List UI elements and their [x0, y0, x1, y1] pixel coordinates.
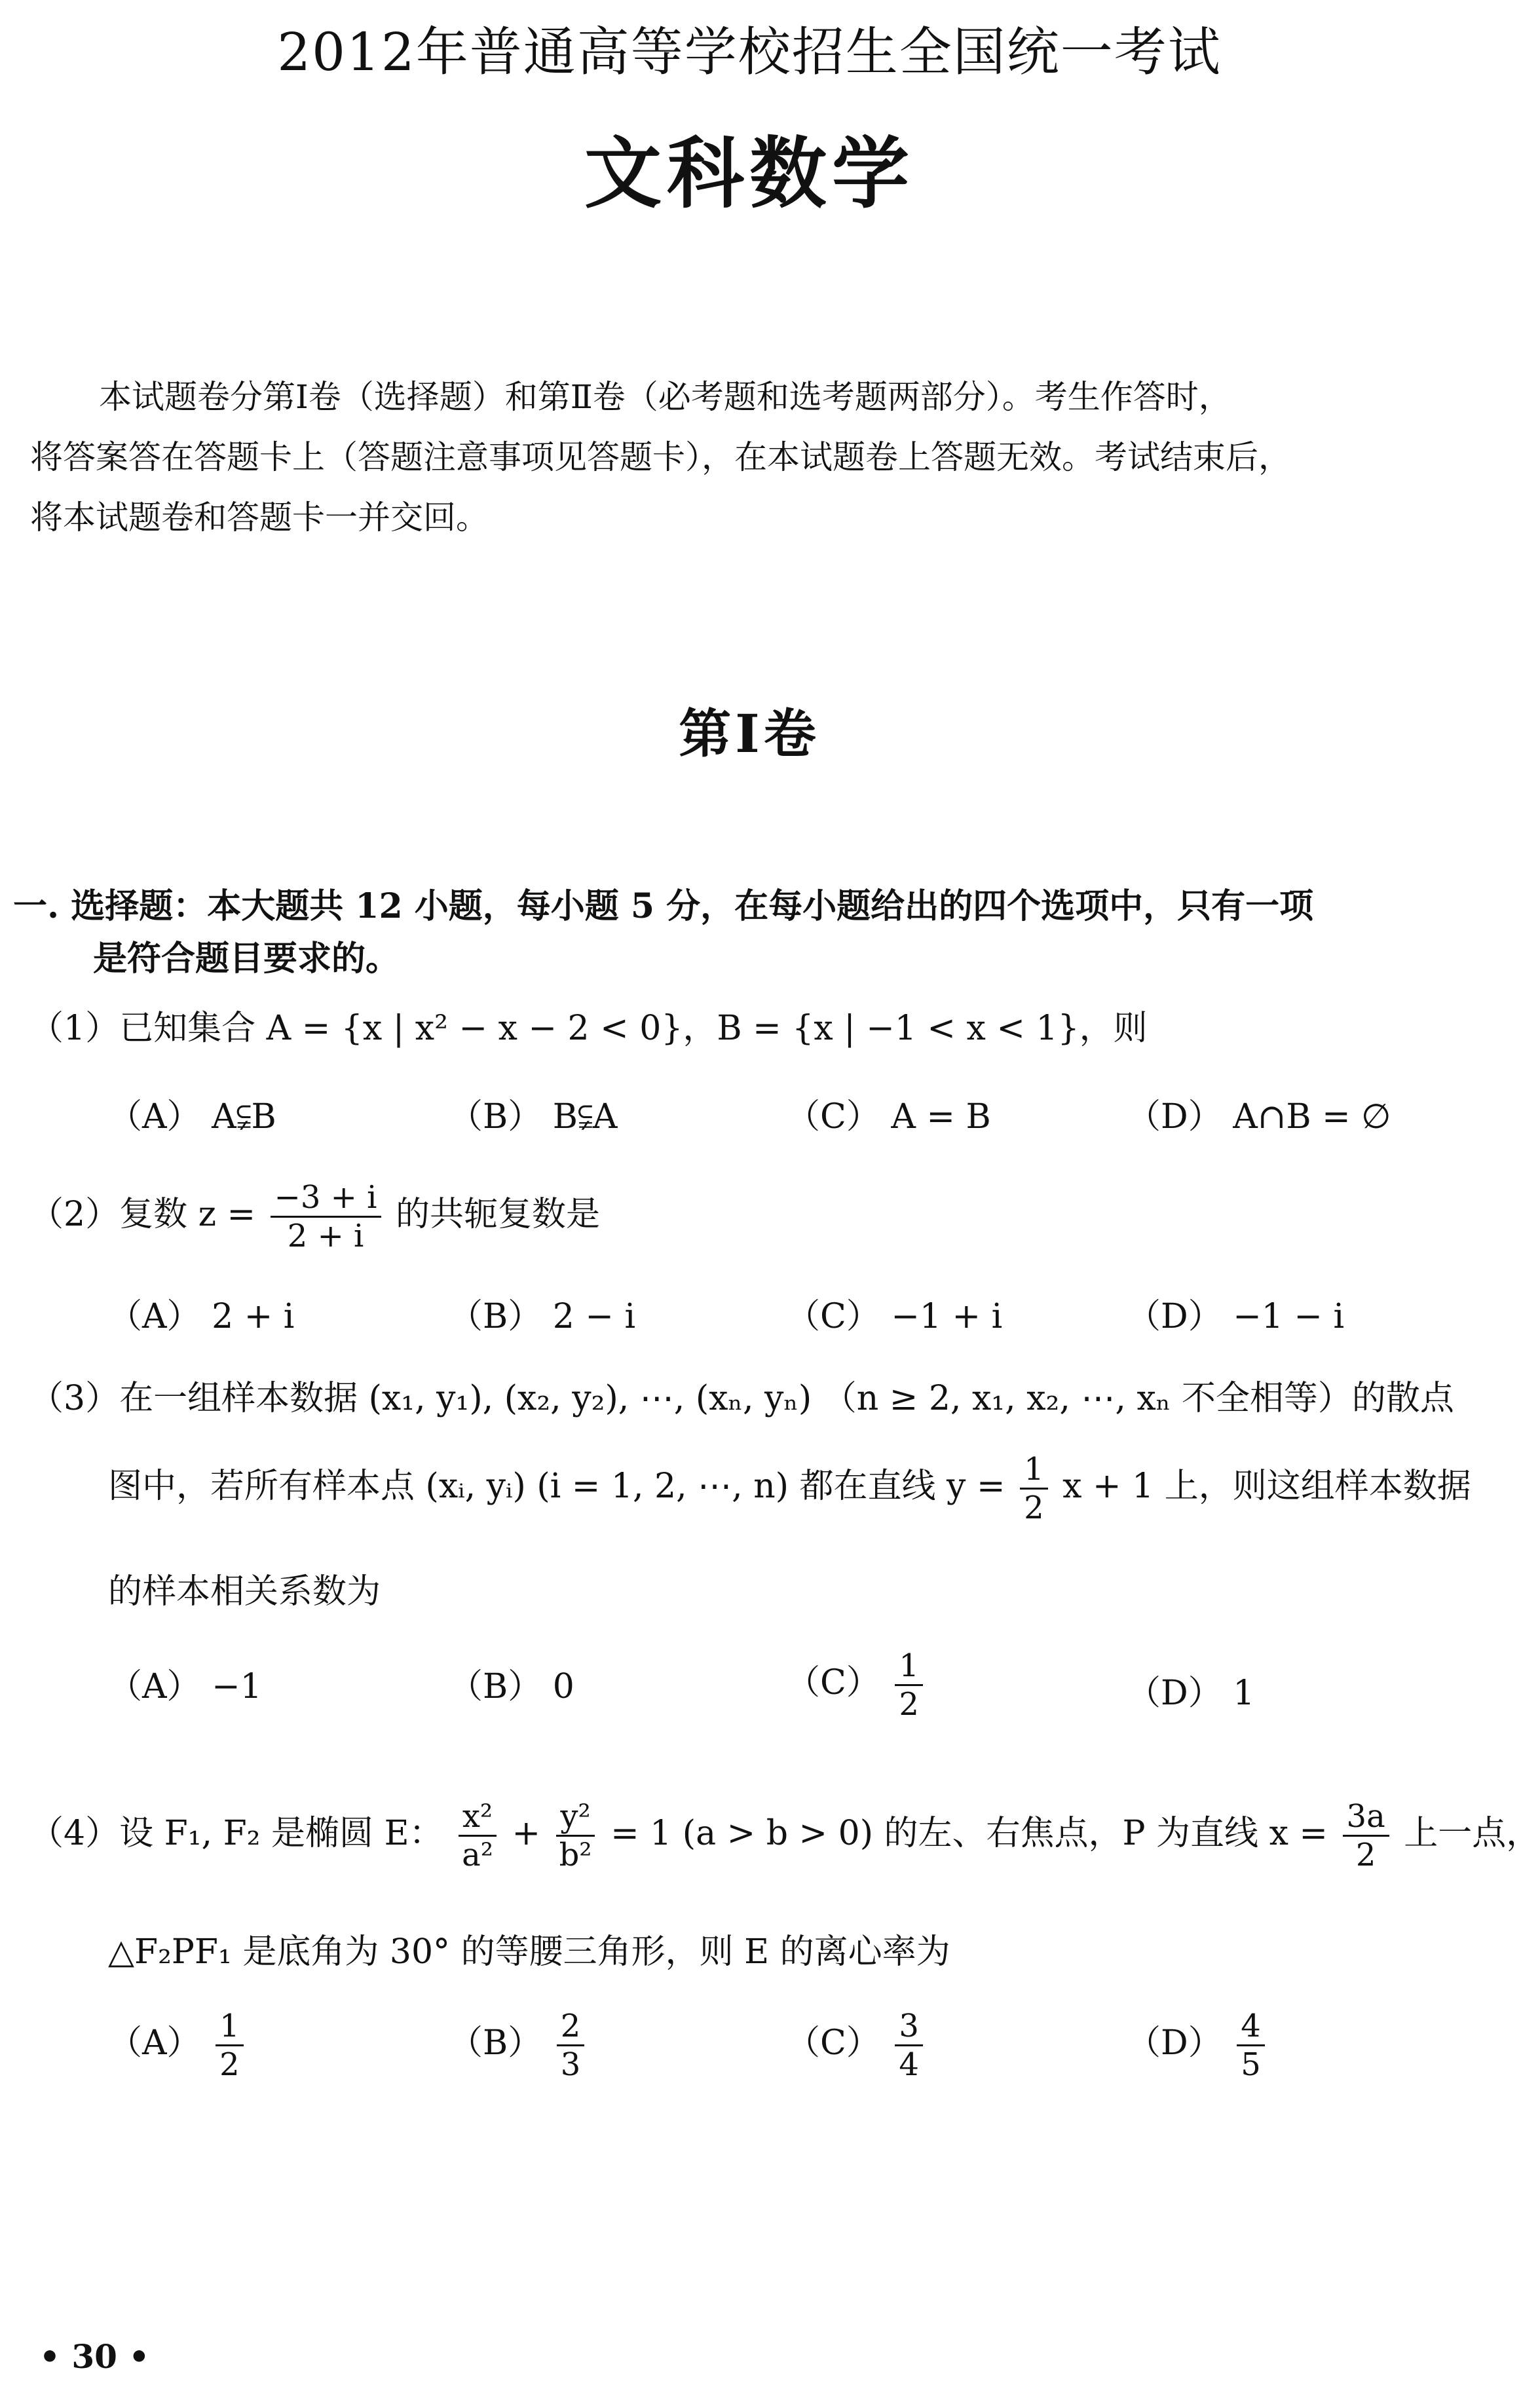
fraction-denominator: 2: [219, 2046, 240, 2083]
volume-title: 第Ⅰ卷: [679, 703, 820, 764]
question-4-fraction-y: [555, 1798, 596, 1873]
question-4-option-b: [449, 2008, 588, 2083]
intro-line: 将本试题卷和答题卡一并交回。: [30, 498, 489, 536]
intro-line: 本试题卷分第Ⅰ卷（选择题）和第Ⅱ卷（必考题和选考题两部分）。考生作答时，: [99, 378, 1231, 416]
question-2-option-a: （A） 2 + i: [108, 1297, 295, 1336]
question-4-fraction-line: [1343, 1798, 1389, 1873]
page-number: • 30 •: [39, 2337, 150, 2376]
fraction-denominator: b²: [559, 1837, 592, 1873]
question-3-option-c: [786, 1647, 927, 1723]
question-2-option-c: （C） −1 + i: [786, 1297, 1003, 1336]
question-2-stem-before: （2）复数 z =: [29, 1195, 256, 1234]
fraction-denominator: 4: [899, 2046, 919, 2083]
question-3-line-2: [108, 1451, 1471, 1526]
question-4-line-1: [29, 1798, 1540, 1873]
intro-paragraph: [30, 367, 1465, 548]
fraction-numerator: 1: [216, 2008, 244, 2046]
plus-sign: +: [512, 1814, 541, 1853]
fraction-numerator: 3: [895, 2008, 923, 2046]
section-heading-line: 是符合题目要求的。: [93, 939, 400, 979]
question-3-fraction: [1020, 1451, 1048, 1526]
fraction-numerator: 1: [1020, 1451, 1048, 1490]
question-2-stem: [29, 1179, 600, 1254]
section-heading-line: 一. 选择题：本大题共 12 小题，每小题 5 分，在每小题给出的四个选项中，只有一项: [13, 886, 1314, 926]
question-3-option-d: [1127, 1670, 1254, 1716]
question-3-line-1: （3）在一组样本数据 (x₁, y₁), (x₂, y₂), ⋯, (xₙ, yₙ) （n ≥ 2, x₁, x₂, ⋯, xₙ 不全相等）的散点: [29, 1379, 1454, 1418]
question-2-option-b: （B） 2 − i: [449, 1297, 636, 1336]
question-4-option-a: [108, 2008, 248, 2083]
option-value: −1: [212, 1667, 262, 1706]
fraction-denominator: 3: [560, 2046, 581, 2083]
option-label: （D）: [1127, 1674, 1222, 1713]
fraction-denominator: 2: [899, 1686, 919, 1723]
option-fraction: [895, 1647, 923, 1723]
question-1-option-a: （A） A⫋B: [108, 1097, 276, 1136]
fraction-denominator: 2: [1355, 1837, 1376, 1873]
question-1-option-d: （D） A∩B = ∅: [1127, 1097, 1391, 1136]
question-4-option-c: [786, 2008, 927, 2083]
option-label: （C）: [786, 2023, 880, 2063]
question-4-text-c: 上一点，: [1404, 1814, 1540, 1853]
intro-line: 将答案答在答题卡上（答题注意事项见答题卡），在本试题卷上答题无效。考试结束后，: [30, 438, 1291, 476]
fraction-numerator: y²: [556, 1798, 594, 1837]
question-3-option-a: [108, 1664, 262, 1710]
question-2-stem-after: 的共轭复数是: [396, 1195, 601, 1234]
question-2-option-d: （D） −1 − i: [1127, 1297, 1345, 1336]
option-value: 0: [552, 1667, 574, 1706]
option-fraction: [1237, 2008, 1265, 2083]
question-3-line-2-after: x + 1 上，则这组样本数据: [1062, 1467, 1471, 1506]
fraction-denominator: 5: [1241, 2046, 1261, 2083]
question-3-line-3: 的样本相关系数为: [108, 1572, 381, 1611]
exam-title: 2012年普通高等学校招生全国统一考试: [277, 22, 1222, 83]
option-label: （B）: [449, 1667, 542, 1706]
option-value: 1: [1233, 1674, 1255, 1713]
fraction-numerator: −3 + i: [271, 1179, 381, 1218]
option-label: （B）: [449, 2023, 542, 2063]
question-4-line-2: △F₂PF₁ 是底角为 30° 的等腰三角形，则 E 的离心率为: [108, 1932, 950, 1972]
question-1-option-c: （C） A = B: [786, 1097, 991, 1136]
option-label: （C）: [786, 1663, 880, 1702]
option-label: （A）: [108, 2023, 201, 2063]
question-4-text-b: = 1 (a > b > 0) 的左、右焦点，P 为直线 x =: [610, 1814, 1328, 1853]
fraction-numerator: 2: [557, 2008, 585, 2046]
question-4-fraction-x: [458, 1798, 497, 1873]
question-2-fraction: [271, 1179, 381, 1254]
option-label: （A）: [108, 1667, 201, 1706]
fraction-denominator: 2: [1024, 1490, 1044, 1526]
fraction-denominator: 2 + i: [287, 1218, 364, 1254]
fraction-numerator: x²: [459, 1798, 497, 1837]
option-label: （D）: [1127, 2023, 1222, 2063]
fraction-numerator: 3a: [1343, 1798, 1389, 1837]
question-3-line-2-before: 图中，若所有样本点 (xᵢ, yᵢ) (i = 1, 2, ⋯, n) 都在直线 y =: [108, 1467, 1005, 1506]
option-fraction: [557, 2008, 585, 2083]
question-4-text-a: （4）设 F₁, F₂ 是椭圆 E：: [29, 1814, 443, 1853]
question-3-option-b: [449, 1664, 574, 1710]
fraction-numerator: 1: [895, 1647, 923, 1686]
fraction-numerator: 4: [1237, 2008, 1265, 2046]
option-fraction: [895, 2008, 923, 2083]
question-1-stem: （1）已知集合 A = {x | x² − x − 2 < 0}，B = {x | −1 < x < 1}，则: [29, 1009, 1148, 1048]
question-4-option-d: [1127, 2008, 1269, 2083]
option-fraction: [216, 2008, 244, 2083]
subject-title: 文科数学: [584, 128, 914, 219]
fraction-denominator: a²: [462, 1837, 493, 1873]
question-1-option-b: （B） B⫋A: [449, 1097, 618, 1136]
